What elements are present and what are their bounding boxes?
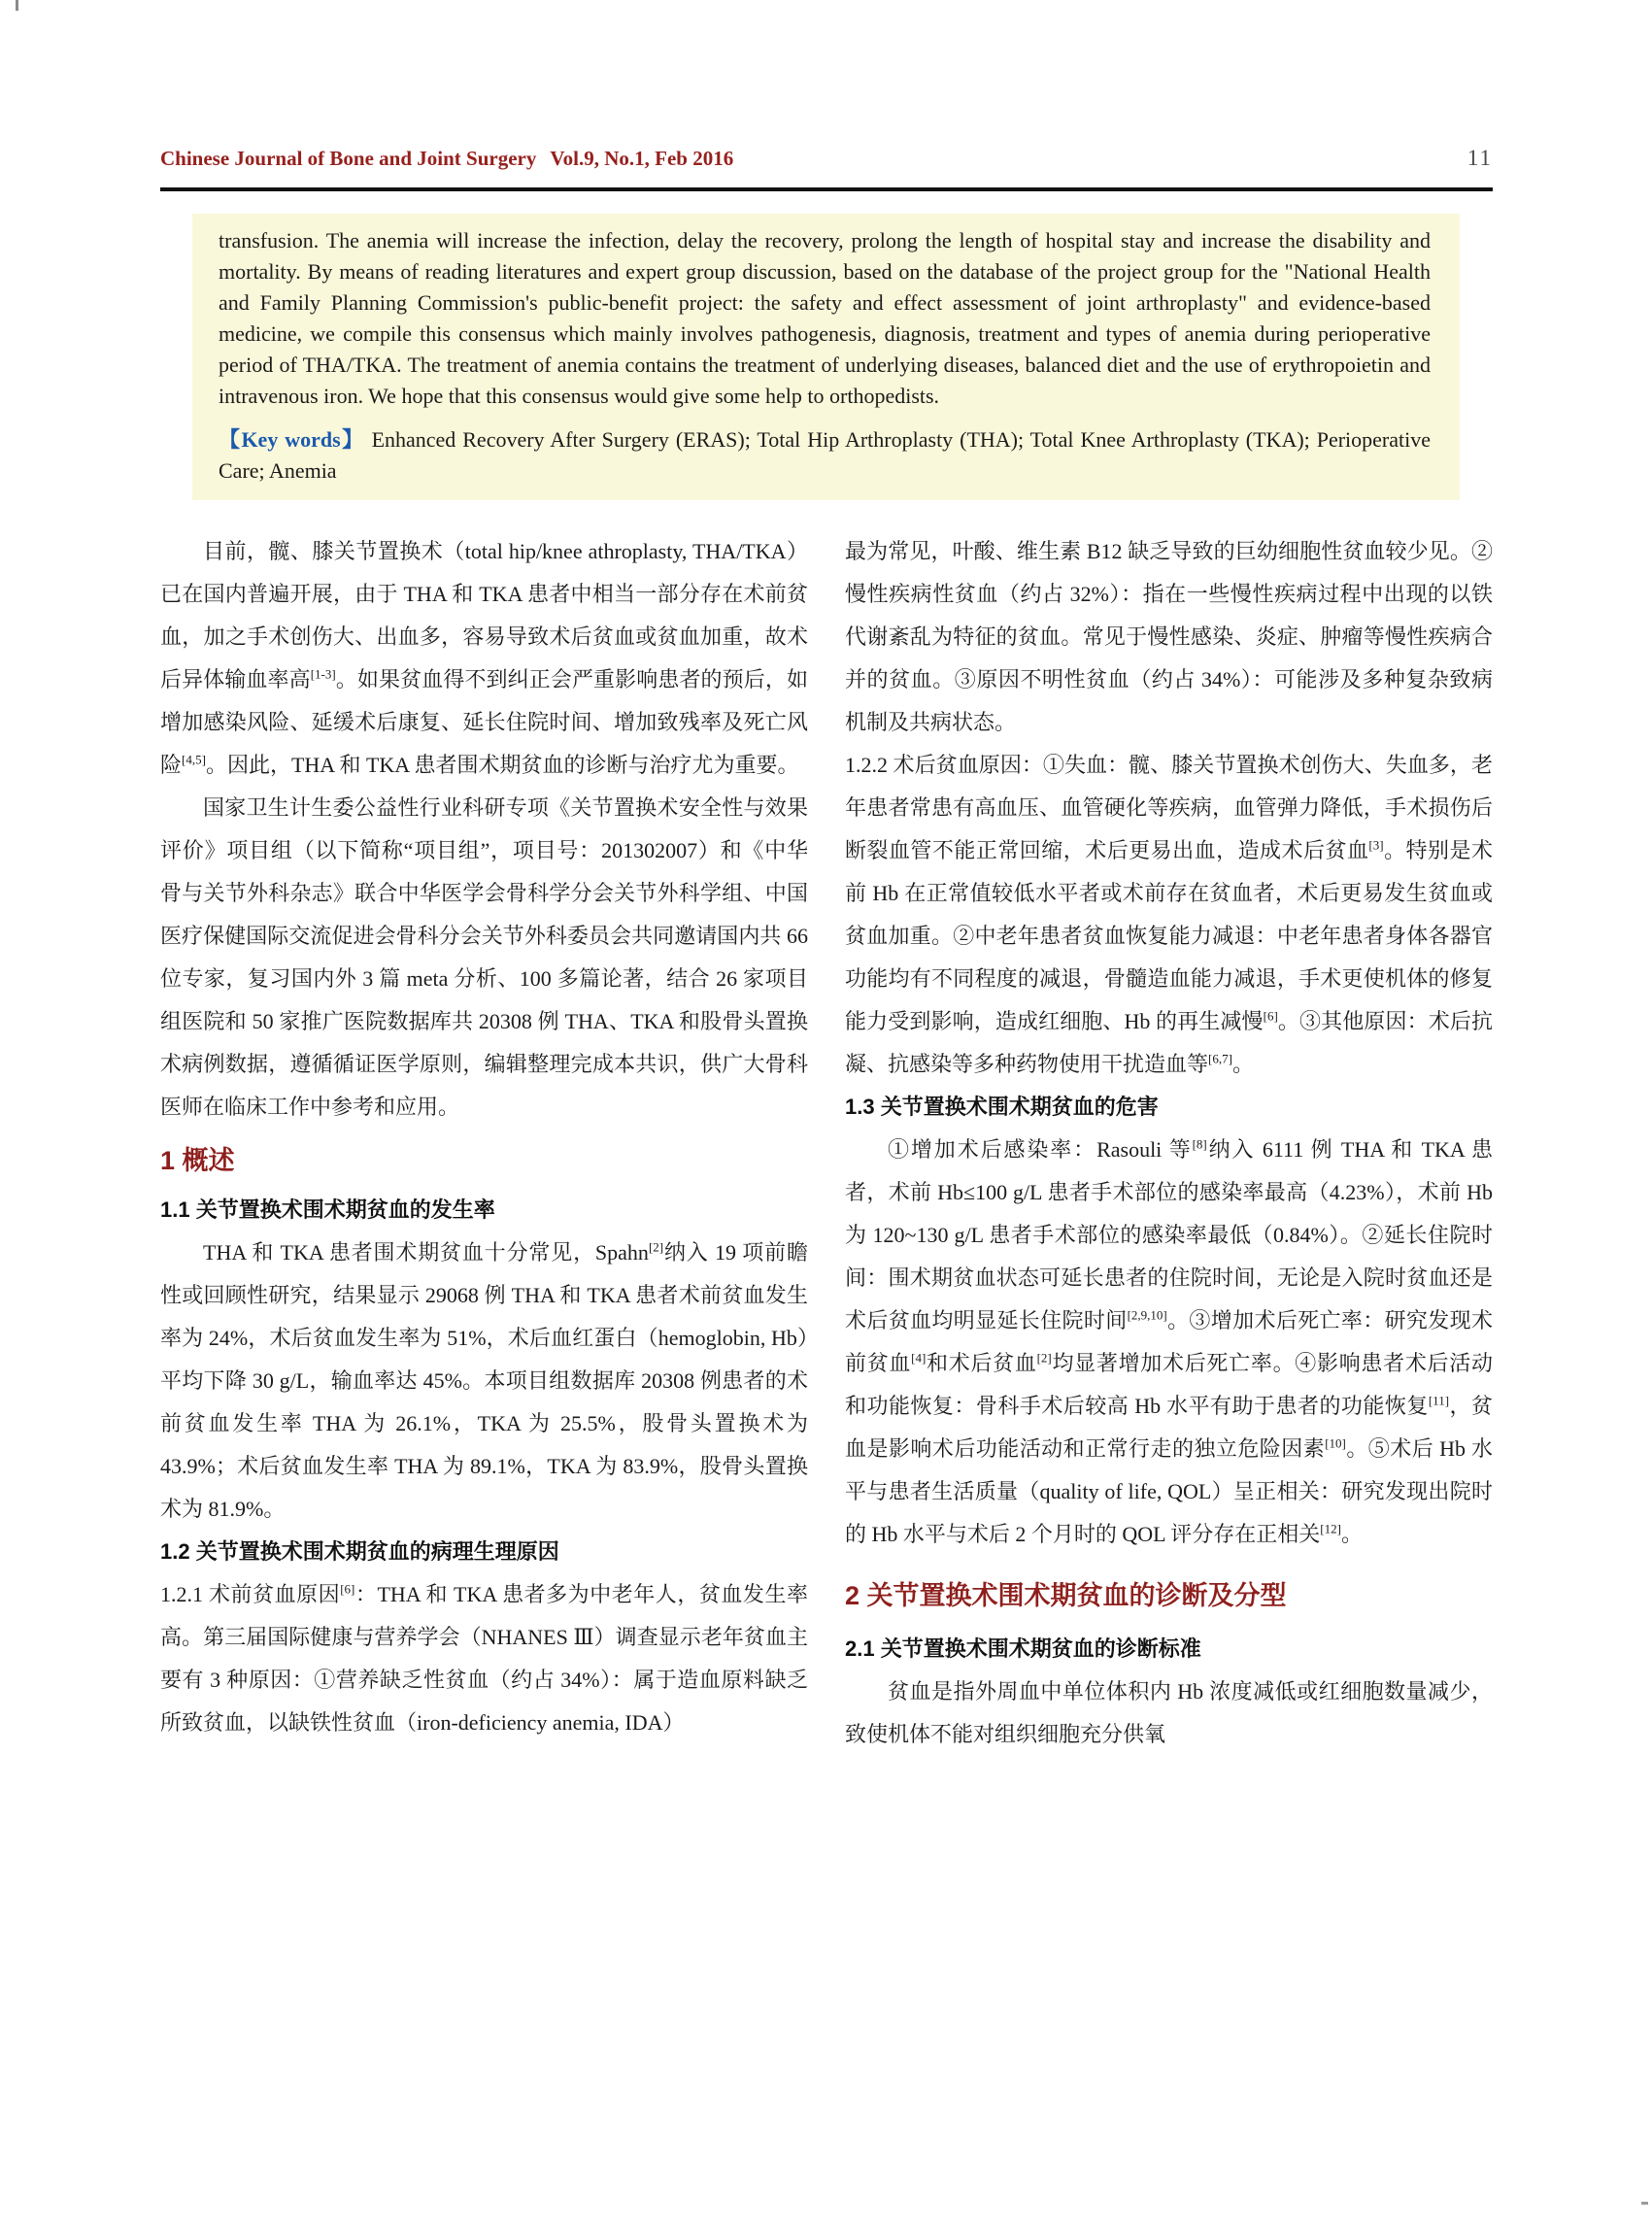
left-column — [160, 530, 808, 1756]
paragraph-2-1: 贫血是指外周血中单位体积内 Hb 浓度减低或红细胞数量减少，致使机体不能对组织细胞充分供氧 — [845, 1679, 1493, 1746]
section-2-1-heading: 2.1 关节置换术围术期贫血的诊断标准 — [845, 1636, 1201, 1661]
page-number: 11 — [1467, 146, 1493, 170]
issue-info: Vol.9, No.1, Feb 2016 — [550, 147, 734, 170]
paragraph-1-2-1: 1.2.1 术前贫血原因[6]：THA 和 TKA 患者多为中老年人，贫血发生率高。第三届国际健康与营养学会（NHANES Ⅲ）调查显示老年贫血主要有 3 种原因：①营养缺乏性贫血（约占 34%）：属于造血原料缺乏所致贫血，以缺铁性贫血（iron-deficiency anemia, IDA） — [160, 1581, 808, 1735]
paragraph-intro: 目前，髋、膝关节置换术（total hip/knee athroplasty, THA/TKA）已在国内普遍开展，由于 THA 和 TKA 患者中相当一部分存在术前贫血，加之手术创伤大、出血多，容易导致术后贫血或贫血加重，故术后异体输血率高[1-3]。如果贫血得不到纠正会严重影响患者的预后，如增加感染风险、延缓术后康复、延长住院时间、增加致残率及死亡风险[4,5]。因此，THA 和 TKA 患者围术期贫血的诊断与治疗尤为重要。 — [160, 539, 808, 777]
abstract-block — [192, 214, 1460, 500]
section-1-3-heading: 1.3 关节置换术围术期贫血的危害 — [845, 1095, 1159, 1119]
section-1-heading: 1 概述 — [160, 1146, 235, 1175]
paragraph-continuation: 最为常见，叶酸、维生素 B12 缺乏导致的巨幼细胞性贫血较少见。②慢性疾病性贫血（约占 32%）：指在一些慢性疾病过程中出现的以铁代谢紊乱为特征的贫血。常见于慢性感染、炎症、肿瘤等慢性疾病合并的贫血。③原因不明性贫血（约占 34%）：可能涉及多种复杂致病机制及共病状态。 — [845, 539, 1493, 734]
section-1-1-heading: 1.1 关节置换术围术期贫血的发生率 — [160, 1197, 495, 1222]
journal-name: Chinese Journal of Bone and Joint Surgery — [160, 147, 537, 170]
keywords-paragraph — [219, 424, 1431, 487]
paragraph-project-group: 国家卫生计生委公益性行业科研专项《关节置换术安全性与效果评价》项目组（以下简称“项目组”，项目号：201302007）和《中华骨与关节外科杂志》联合中华医学会骨科学分会关节外科学组、中国医疗保健国际交流促进会骨科分会关节外科委员会共同邀请国内共 66 位专家，复习国内外 3 篇 meta 分析、100 多篇论著，结合 26 家项目组医院和 50 家推广医院数据库共 20308 例 THA、TKA 和股骨头置换术病例数据，遵循循证医学原则，编辑整理完成本共识，供广大骨科医师在临床工作中参考和应用。 — [160, 795, 808, 1119]
body-columns — [160, 530, 1493, 1756]
page-header — [160, 146, 1493, 171]
keywords-label: 【Key words】 — [219, 427, 365, 452]
paragraph-1-3: ①增加术后感染率：Rasouli 等[8]纳入 6111 例 THA 和 TKA 患者，术前 Hb≤100 g/L 患者手术部位的感染率最高（4.23%），术前 Hb 为 120~130 g/L 患者手术部位的感染率最低（0.84%）。②延长住院时间：围术期贫血状态可延长患者的住院时间，无论是入院时贫血还是术后贫血均明显延长住院时间[2,9,10]。③增加术后死亡率：研究发现术前贫血[4]和术后贫血[2]均显著增加术后死亡率。④影响患者术后活动和功能恢复：骨科手术后较高 Hb 水平有助于患者的功能恢复[11]，贫血是影响术后功能活动和正常行走的独立危险因素[10]。⑤术后 Hb 水平与患者生活质量（quality of life, QOL）呈正相关：研究发现出院时的 Hb 水平与术后 2 个月时的 QOL 评分存在正相关[12]。 — [845, 1136, 1493, 1546]
abstract-text: transfusion. The anemia will increase the infection, delay the recovery, prolong the length of hospital stay and increase the disability and mortality. By means of reading literatures and expert group discussion, based on the database of the project group for the "National Health and Family Planning Commission's public-benefit project: the safety and effect assessment of joint arthroplasty" and evidence-based medicine, we compile this consensus which mainly involves pathogenesis, diagnosis, treatment and types of anemia during perioperative period of THA/TKA. The treatment of anemia contains the treatment of underlying diseases, balanced diet and the use of erythropoietin and intravenous iron. We hope that this consensus would give some help to orthopedists. — [219, 228, 1431, 408]
keywords-text: Enhanced Recovery After Surgery (ERAS); Total Hip Arthroplasty (THA); Total Knee Arthroplasty (TKA); Perioperative Care; Anemia — [219, 427, 1432, 483]
right-column — [845, 530, 1493, 1756]
paragraph-1-1: THA 和 TKA 患者围术期贫血十分常见，Spahn[2]纳入 19 项前瞻性或回顾性研究，结果显示 29068 例 THA 和 TKA 患者术前贫血发生率为 24%，术后贫血发生率为 51%，术后血红蛋白（hemoglobin, Hb）平均下降 30 g/L，输血率达 45%。本项目组数据库 20308 例患者的术前贫血发生率 THA 为 26.1%，TKA 为 25.5%，股骨头置换术为 43.9%；术后贫血发生率 THA 为 89.1%，TKA 为 83.9%，股骨头置换术为 81.9%。 — [160, 1239, 808, 1521]
journal-title — [160, 147, 733, 171]
scan-artifact — [1641, 2202, 1648, 2205]
scan-artifact — [16, 0, 18, 11]
section-2-heading: 2 关节置换术围术期贫血的诊断及分型 — [845, 1581, 1287, 1610]
paragraph-1-2-2: 1.2.2 术后贫血原因：①失血：髋、膝关节置换术创伤大、失血多，老年患者常患有高血压、血管硬化等疾病，血管弹力降低，手术损伤后断裂血管不能正常回缩，术后更易出血，造成术后贫血[3]。特别是术前 Hb 在正常值较低水平者或术前存在贫血者，术后更易发生贫血或贫血加重。②中老年患者贫血恢复能力减退：中老年患者身体各器官功能均有不同程度的减退，骨髓造血能力减退，手术更使机体的修复能力受到影响，造成红细胞、Hb 的再生减慢[6]。③其他原因：术后抗凝、抗感染等多种药物使用干扰造血等[6,7]。 — [845, 753, 1493, 1076]
header-rule — [160, 187, 1493, 191]
section-1-2-heading: 1.2 关节置换术围术期贫血的病理生理原因 — [160, 1539, 559, 1564]
